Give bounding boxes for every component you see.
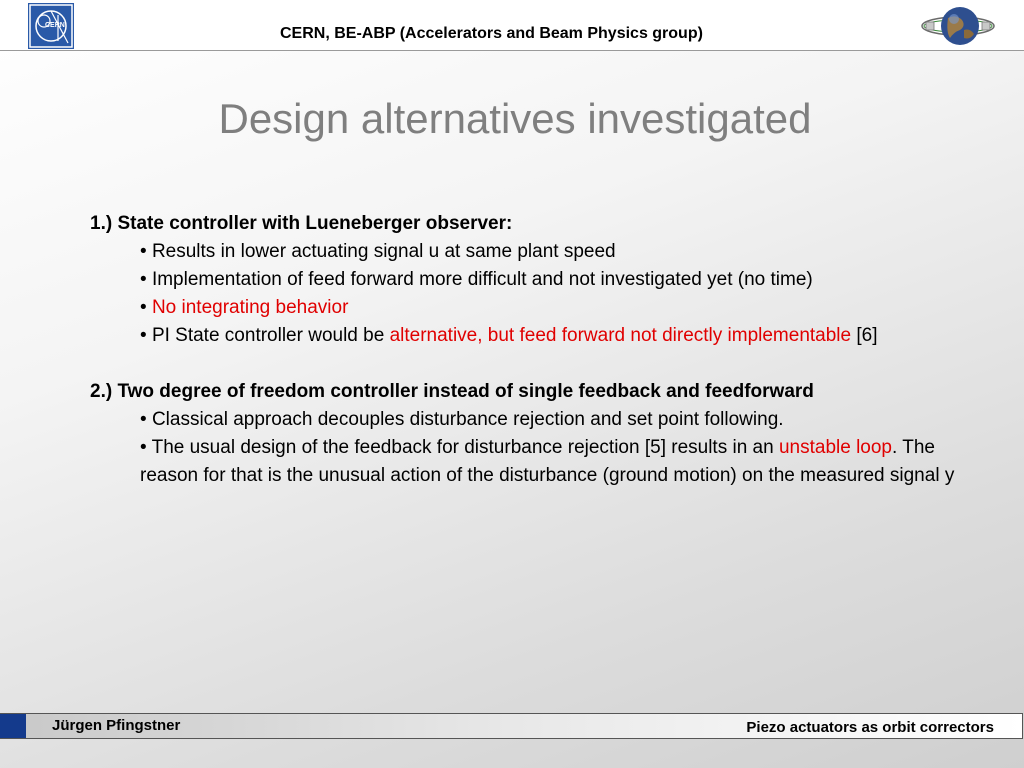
header-bar bbox=[0, 0, 1024, 51]
bullet-item: • Implementation of feed forward more difficult and not investigated yet (no time) bbox=[140, 269, 813, 290]
footer-author: Jürgen Pfingstner bbox=[52, 717, 181, 734]
section-heading-2: 2.) Two degree of freedom controller instead of single feedback and feedforward bbox=[90, 381, 814, 402]
slide-content bbox=[90, 210, 990, 490]
slide-title: Design alternatives investigated bbox=[218, 95, 812, 142]
bullet-item: • No integrating behavior bbox=[140, 297, 349, 318]
svg-text:CERN: CERN bbox=[45, 22, 65, 29]
cern-logo-icon bbox=[28, 3, 74, 49]
bullet-item: • PI State controller would be alternative, but feed forward not directly implementable [6] bbox=[140, 325, 878, 346]
section-spacer bbox=[90, 350, 990, 378]
footer-bar bbox=[0, 713, 1023, 739]
bullet-item: • The usual design of the feedback for disturbance rejection [5] results in an unstable loop. The reason for that is the unusual action of the disturbance (ground motion) on the measured signal y bbox=[140, 437, 955, 486]
footer-color-block bbox=[0, 714, 26, 738]
globe-logo-icon bbox=[920, 4, 996, 48]
footer-topic: Piezo actuators as orbit correctors bbox=[746, 719, 994, 736]
bullet-item: • Classical approach decouples disturbance rejection and set point following. bbox=[140, 409, 784, 430]
header-title: CERN, BE-ABP (Accelerators and Beam Physics group) bbox=[280, 25, 703, 42]
section-heading-1: 1.) State controller with Lueneberger observer: bbox=[90, 213, 513, 234]
bullet-item: • Results in lower actuating signal u at same plant speed bbox=[140, 241, 616, 262]
